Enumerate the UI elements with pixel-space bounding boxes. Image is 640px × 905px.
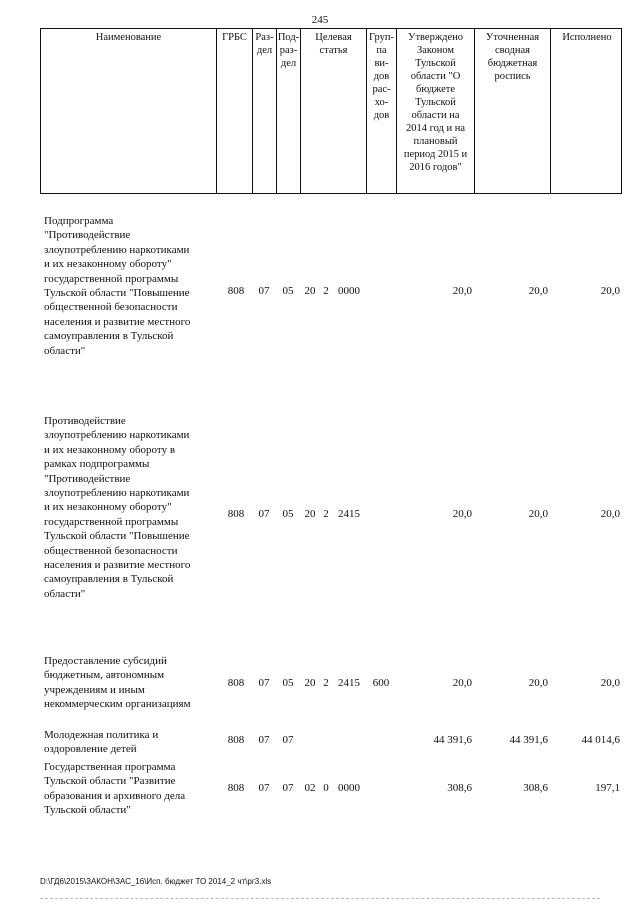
row-refined: 20,0 xyxy=(528,677,548,689)
row-cs1: 20 xyxy=(304,677,316,689)
row-refined: 20,0 xyxy=(528,508,548,520)
row-vr: 600 xyxy=(372,677,390,689)
row-grbs: 808 xyxy=(227,508,245,520)
row-razdel: 07 xyxy=(258,285,270,297)
row-refined: 20,0 xyxy=(528,285,548,297)
header-podrazdel: Под- раз- дел xyxy=(277,29,301,193)
table-row xyxy=(40,654,622,718)
row-podrazdel: 05 xyxy=(282,677,294,689)
footer-divider xyxy=(40,898,600,899)
row-name: Подпрограмма "Противодействие злоупотреблению наркотиками и их незаконному обороту" государственной программы Тульской области "Повышение общественной безопасности населения и развитие местного самоуправления в Тульской области" xyxy=(44,215,191,357)
header-expense-group: Груп- па ви- дов рас- хо- дов xyxy=(367,29,397,193)
row-cs2: 2 xyxy=(323,508,329,520)
header-target-article: Целевая статья xyxy=(301,29,367,193)
row-cs3: 0000 xyxy=(338,782,360,794)
row-grbs: 808 xyxy=(227,734,245,746)
header-refined: Уточненная сводная бюджетная роспись xyxy=(475,29,551,193)
page-number: 245 xyxy=(311,14,329,26)
row-name: Предоставление субсидий бюджетным, автономным учреждениям и иным некоммерческим организациям xyxy=(44,655,191,711)
row-name: Противодействие злоупотреблению наркотиками и их незаконному обороту в рамках подпрограммы "Противодействие злоупотреблению наркотиками и их незаконному обороту" государственной программы Тульской области "Повышение общественной безопасности населения и развитие местного самоуправления в Тульской области" xyxy=(44,415,191,600)
row-cs3: 0000 xyxy=(338,285,360,297)
table-row xyxy=(40,728,622,760)
header-name: Наименование xyxy=(41,29,217,193)
row-razdel: 07 xyxy=(258,677,270,689)
row-approved: 308,6 xyxy=(447,782,472,794)
row-approved: 44 391,6 xyxy=(433,734,472,746)
row-podrazdel: 05 xyxy=(282,508,294,520)
row-name: Государственная программа Тульской области "Развитие образования и архивного дела Тульской области" xyxy=(44,761,186,817)
row-podrazdel: 05 xyxy=(282,285,294,297)
header-executed: Исполнено xyxy=(562,32,612,43)
table-row xyxy=(40,214,622,374)
row-cs3: 2415 xyxy=(338,508,360,520)
row-name: Молодежная политика и оздоровление детей xyxy=(44,729,159,756)
row-cs1: 20 xyxy=(304,285,316,297)
footer-file-path: D:\ГД6\2015\ЗАКОН\ЗАС_16\Исп. бюджет ТО 2014_2 чт\рг3.xls xyxy=(40,877,272,886)
row-refined: 44 391,6 xyxy=(509,734,548,746)
row-executed: 197,1 xyxy=(595,782,620,794)
row-cs2: 0 xyxy=(323,782,329,794)
row-razdel: 07 xyxy=(258,508,270,520)
row-executed: 20,0 xyxy=(600,508,620,520)
header-grbs: ГРБС xyxy=(217,29,253,193)
row-podrazdel: 07 xyxy=(282,734,294,746)
row-cs1: 20 xyxy=(304,508,316,520)
row-grbs: 808 xyxy=(227,677,245,689)
row-razdel: 07 xyxy=(258,734,270,746)
row-podrazdel: 07 xyxy=(282,782,294,794)
row-refined: 308,6 xyxy=(523,782,548,794)
row-approved: 20,0 xyxy=(452,677,472,689)
table-row xyxy=(40,760,622,824)
row-cs2: 2 xyxy=(323,677,329,689)
row-cs3: 2415 xyxy=(338,677,360,689)
row-executed: 20,0 xyxy=(600,285,620,297)
row-razdel: 07 xyxy=(258,782,270,794)
row-approved: 20,0 xyxy=(452,508,472,520)
row-grbs: 808 xyxy=(227,285,245,297)
table-header xyxy=(40,28,622,194)
row-executed: 20,0 xyxy=(600,677,620,689)
row-cs1: 02 xyxy=(304,782,316,794)
header-razdel: Раз- дел xyxy=(253,29,277,193)
row-executed: 44 014,6 xyxy=(581,734,620,746)
row-cs2: 2 xyxy=(323,285,329,297)
row-approved: 20,0 xyxy=(452,285,472,297)
header-approved: Утверждено Законом Тульской области "О бюджете Тульской области на 2014 год и на плановый период 2015 и 2016 годов" xyxy=(397,29,475,193)
row-grbs: 808 xyxy=(227,782,245,794)
table-row xyxy=(40,414,622,614)
